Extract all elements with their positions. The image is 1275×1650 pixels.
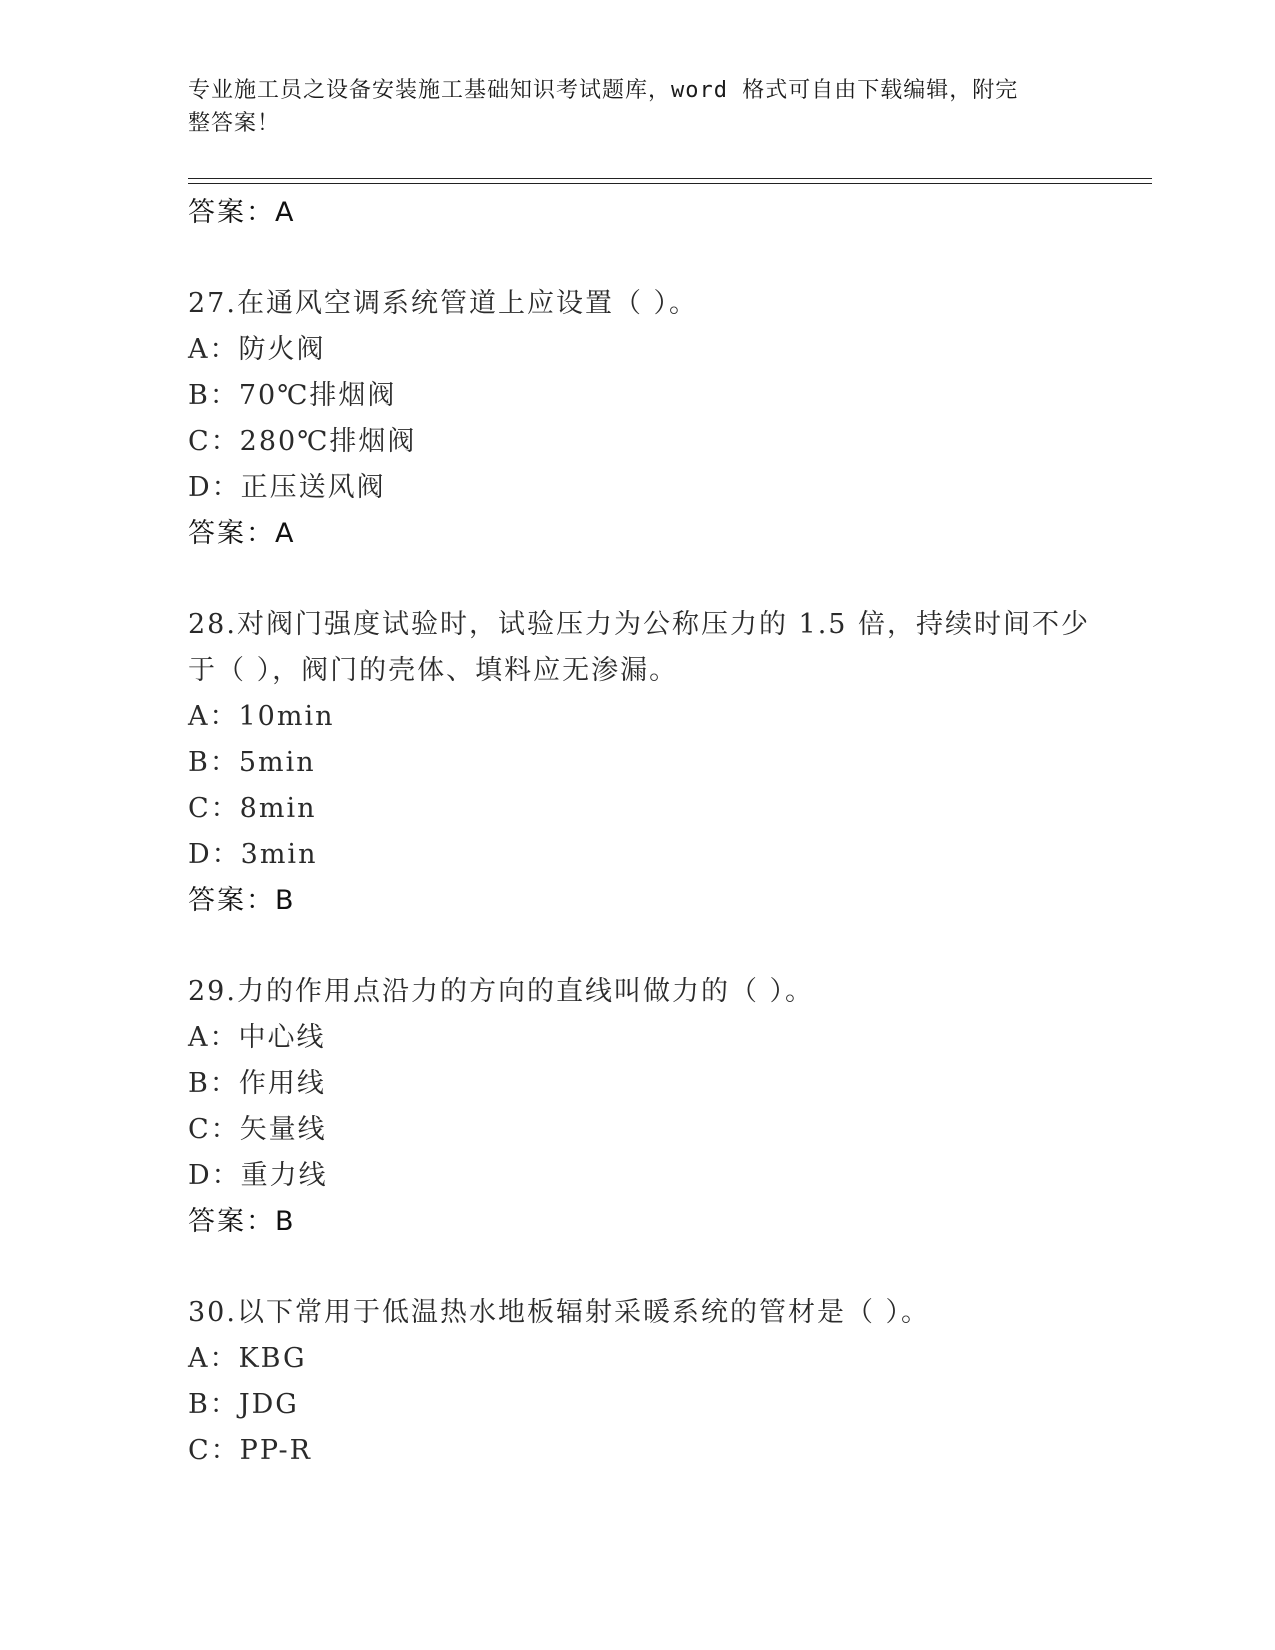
option-b: B：作用线 [188, 1068, 326, 1099]
answer-value: B [275, 885, 296, 916]
previous-answer [188, 190, 1088, 236]
question-number: 28. [188, 609, 237, 640]
option-c: C：矢量线 [188, 1114, 327, 1145]
question-text-continued: 于（ ），阀门的壳体、填料应无渗漏。 [188, 655, 679, 686]
option-d: D：重力线 [188, 1160, 328, 1191]
question-text: 30.以下常用于低温热水地板辐射采暖系统的管材是（ ）。 [188, 1297, 931, 1328]
header-line-2: 整答案！ [188, 111, 281, 136]
answer-label: 答案： [188, 518, 275, 549]
question-block [188, 969, 1088, 1245]
question-answer [188, 1199, 1088, 1245]
question-number: 27. [188, 288, 237, 319]
answer-value: B [275, 1206, 296, 1237]
answer-label: 答案： [188, 197, 275, 228]
document-header [188, 74, 1068, 140]
answer-value: A [275, 197, 296, 228]
answer-value: A [275, 518, 296, 549]
question-number: 29. [188, 976, 237, 1007]
option-b: B：JDG [188, 1389, 299, 1420]
option-d: D：正压送风阀 [188, 472, 386, 503]
option-c: C：280℃排烟阀 [188, 426, 417, 457]
question-text: 28.对阀门强度试验时，试验压力为公称压力的 1.5 倍，持续时间不少 [188, 609, 1091, 640]
answer-label: 答案： [188, 885, 275, 916]
answer-label: 答案： [188, 1206, 275, 1237]
question-text: 29.力的作用点沿力的方向的直线叫做力的（ ）。 [188, 976, 815, 1007]
option-c: C：8min [188, 793, 317, 824]
question-answer [188, 511, 1088, 557]
question-text: 27.在通风空调系统管道上应设置（ ）。 [188, 288, 699, 319]
question-block [188, 281, 1088, 557]
option-a: A：中心线 [188, 1022, 326, 1053]
header-line-1: 专业施工员之设备安装施工基础知识考试题库，word 格式可自由下载编辑，附完 [188, 78, 1019, 103]
question-answer [188, 878, 1088, 924]
question-block [188, 1290, 1088, 1474]
option-a: A：10min [188, 701, 335, 732]
option-a: A：KBG [188, 1343, 307, 1374]
question-number: 30. [188, 1297, 237, 1328]
option-a: A：防火阀 [188, 334, 326, 365]
header-divider-bottom [188, 183, 1152, 184]
option-d: D：3min [188, 839, 318, 870]
questions-content [188, 190, 1091, 1474]
question-block [188, 602, 1091, 924]
option-b: B：70℃排烟阀 [188, 380, 397, 411]
header-divider-top [188, 178, 1152, 179]
option-c: C：PP-R [188, 1435, 312, 1466]
option-b: B：5min [188, 747, 316, 778]
